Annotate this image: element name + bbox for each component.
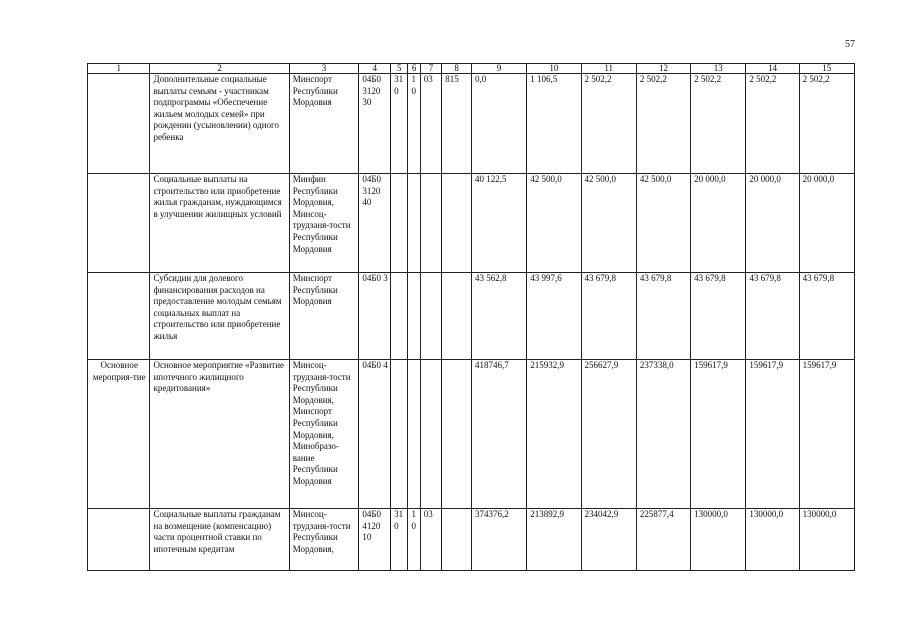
header-cell: 7 [420,64,442,74]
header-cell: 14 [746,64,799,74]
header-cell: 13 [691,64,746,74]
table-cell: Минсоц-трудзаня-тости Республики Мордовия, [289,509,359,571]
table-cell: 2 502,2 [799,74,854,174]
table-row [88,509,855,571]
table-cell [408,174,420,273]
table-row [88,273,855,360]
table-row [88,74,855,174]
table-cell: 234042,9 [581,509,636,571]
table-cell: Минспорт Республики Мордовия [289,74,359,174]
table-cell: 2 502,2 [636,74,690,174]
table-cell [88,74,150,174]
table-cell: 2 502,2 [691,74,746,174]
table-cell [420,273,442,360]
table-cell [88,509,150,571]
table-cell: 1 106,5 [527,74,581,174]
table-cell: 04Б0 4120 10 [359,509,391,571]
table-cell: 42 500,0 [527,174,581,273]
table-cell: 2 502,2 [581,74,636,174]
budget-table [87,63,855,571]
table-cell: 42 500,0 [636,174,690,273]
table-cell [442,360,472,509]
table-cell: 418746,7 [471,360,526,509]
table-cell [391,360,408,509]
table-cell: 43 679,8 [691,273,746,360]
table-cell: 237338,0 [636,360,690,509]
table-cell [391,174,408,273]
header-cell: 9 [471,64,526,74]
table-cell: 43 679,8 [746,273,799,360]
header-cell: 11 [581,64,636,74]
header-cell: 5 [391,64,408,74]
header-cell: 10 [527,64,581,74]
table-cell [408,360,420,509]
table-cell: Социальные выплаты гражданам на возмещение (компенсацию) части процентной ставки по ипотечным кредитам [150,509,289,571]
table-cell [420,174,442,273]
header-cell: 2 [150,64,289,74]
table-cell: 40 122,5 [471,174,526,273]
table-cell: 04Б0 3120 30 [359,74,391,174]
table-cell: 159617,9 [691,360,746,509]
table-cell: 130000,0 [746,509,799,571]
table-cell: 04Б0 4 [359,360,391,509]
table-cell: 1 0 [408,74,420,174]
table-cell: 20 000,0 [691,174,746,273]
table-cell: Основное мероприя-тие [88,360,150,509]
table-cell: 225877,4 [636,509,690,571]
table-cell [420,360,442,509]
table-cell [442,273,472,360]
table-cell: 0,0 [471,74,526,174]
table-cell: 03 [420,74,442,174]
table-cell [88,174,150,273]
header-cell: 15 [799,64,854,74]
table-cell: 159617,9 [799,360,854,509]
table-cell: 130000,0 [691,509,746,571]
table-cell: 256627,9 [581,360,636,509]
table-cell: 31 0 [391,509,408,571]
table-cell: 42 500,0 [581,174,636,273]
table-cell [391,273,408,360]
table-cell: 130000,0 [799,509,854,571]
table-cell [442,509,472,571]
header-row [88,64,855,74]
table-cell: 04Б0 3120 40 [359,174,391,273]
table-cell: 159617,9 [746,360,799,509]
table-cell [442,174,472,273]
table-cell: Социальные выплаты на строительство или приобретение жилья гражданам, нуждающимся в улучшении жилищных условий [150,174,289,273]
table-row [88,360,855,509]
header-cell: 4 [359,64,391,74]
table-cell: 213892,9 [527,509,581,571]
table-cell: 31 0 [391,74,408,174]
table-cell: Субсидии для долевого финансирования расходов на предоставление молодым семьям социальных выплат на строительство или приобретение жилья [150,273,289,360]
table-cell: 43 679,8 [799,273,854,360]
header-cell: 6 [408,64,420,74]
table-cell: 03 [420,509,442,571]
table-cell: 43 679,8 [581,273,636,360]
table-row [88,174,855,273]
table-cell: Основное мероприятие «Развитие ипотечного жилищного кредитования» [150,360,289,509]
table-cell: 20 000,0 [799,174,854,273]
table-cell: Дополнительные социальные выплаты семьям - участникам подпрограммы «Обеспечение жильем молодых семей» при рождении (усыновлении) одного ребенка [150,74,289,174]
table-cell: 374376,2 [471,509,526,571]
table-cell: 43 997,6 [527,273,581,360]
table-cell [408,273,420,360]
table-cell: 1 0 [408,509,420,571]
table-cell: 815 [442,74,472,174]
header-cell: 12 [636,64,690,74]
header-cell: 1 [88,64,150,74]
page-number: 57 [845,39,855,50]
header-cell: 3 [289,64,359,74]
table-cell: 215932,9 [527,360,581,509]
header-cell: 8 [442,64,472,74]
table-cell: 04Б0 3 [359,273,391,360]
table-cell: 2 502,2 [746,74,799,174]
table-cell: 43 679,8 [636,273,690,360]
table-cell: Минсоц-трудзаня-тости Республики Мордовия, Минспорт Республики Мордовия, Минобразо-вание Республики Мордовия [289,360,359,509]
table-cell: Минфин Республики Мордовия, Минсоц-трудзаня-тости Республики Мордовия [289,174,359,273]
table-cell: Минспорт Республики Мордовия [289,273,359,360]
table-cell: 43 562,8 [471,273,526,360]
table-cell [88,273,150,360]
table-cell: 20 000,0 [746,174,799,273]
